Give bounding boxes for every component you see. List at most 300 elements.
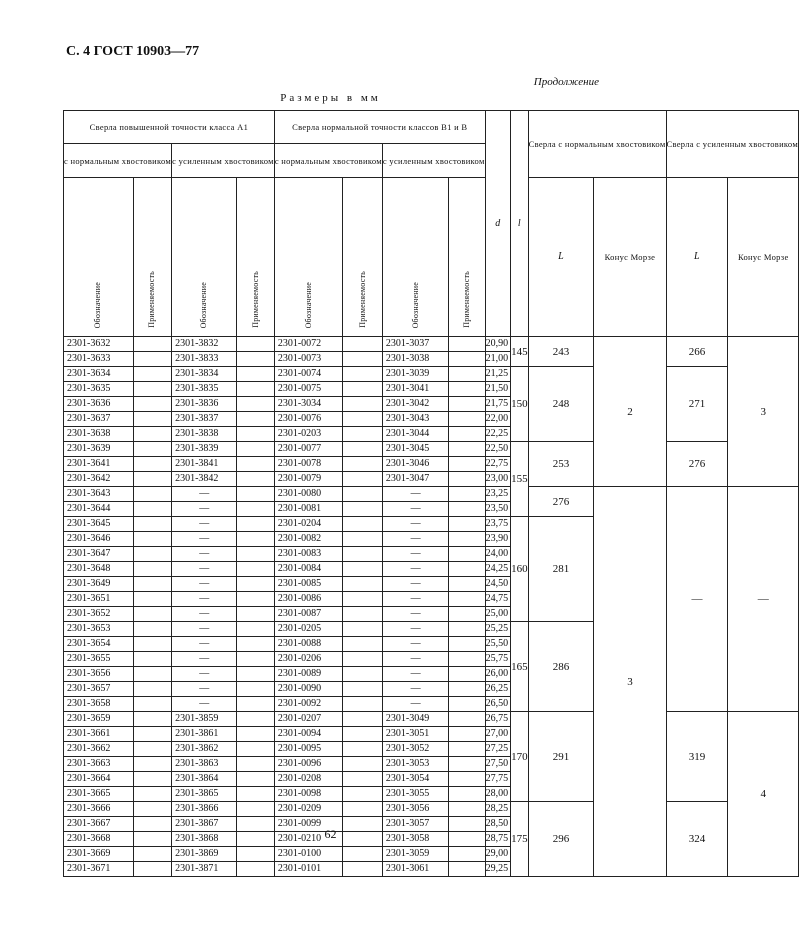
applicability-b1-normal (343, 517, 382, 532)
designation-a1-reinforced: — (172, 577, 237, 592)
designation-b1-normal: 2301-0079 (274, 472, 343, 487)
designation-a1-normal: 2301-3663 (64, 757, 134, 772)
applicability-a1-normal (133, 607, 172, 622)
designation-a1-reinforced: — (172, 487, 237, 502)
applicability-b1-reinforced (449, 727, 485, 742)
applicability-a1-reinforced (237, 862, 274, 877)
designation-a1-normal: 2301-3669 (64, 847, 134, 862)
diameter-d: 22,25 (485, 427, 511, 442)
diameter-d: 20,90 (485, 337, 511, 352)
designation-a1-reinforced: — (172, 562, 237, 577)
applicability-a1-reinforced (237, 427, 274, 442)
designation-a1-normal: 2301-3662 (64, 742, 134, 757)
applicability-a1-normal (133, 502, 172, 517)
applicability-b1-reinforced (449, 412, 485, 427)
designation-a1-normal: 2301-3668 (64, 832, 134, 847)
designation-b1-normal: 2301-0101 (274, 862, 343, 877)
col-applicability: Применяемость (343, 178, 382, 337)
applicability-b1-reinforced (449, 847, 485, 862)
designation-a1-reinforced: — (172, 682, 237, 697)
merged-ln: 276 (528, 487, 594, 517)
diameter-d: 21,75 (485, 397, 511, 412)
designation-b1-reinforced: — (382, 667, 448, 682)
designation-b1-reinforced: — (382, 517, 448, 532)
applicability-b1-normal (343, 862, 382, 877)
applicability-a1-reinforced (237, 607, 274, 622)
applicability-b1-normal (343, 367, 382, 382)
merged-l: 150 (511, 367, 529, 442)
table-row (64, 802, 799, 817)
applicability-a1-reinforced (237, 532, 274, 547)
applicability-a1-reinforced (237, 652, 274, 667)
designation-b1-normal: 2301-0075 (274, 382, 343, 397)
applicability-a1-normal (133, 487, 172, 502)
applicability-a1-reinforced (237, 742, 274, 757)
designation-b1-normal: 2301-0090 (274, 682, 343, 697)
designation-a1-reinforced: 2301-3871 (172, 862, 237, 877)
applicability-b1-reinforced (449, 427, 485, 442)
diameter-d: 23,25 (485, 487, 511, 502)
diameter-d: 24,00 (485, 547, 511, 562)
merged-ln: 281 (528, 517, 594, 622)
table-row (64, 442, 799, 457)
applicability-a1-normal (133, 772, 172, 787)
applicability-a1-reinforced (237, 397, 274, 412)
applicability-b1-reinforced (449, 682, 485, 697)
designation-a1-normal: 2301-3641 (64, 457, 134, 472)
applicability-a1-normal (133, 472, 172, 487)
merged-lr: — (666, 487, 728, 712)
applicability-b1-normal (343, 682, 382, 697)
designation-b1-normal: 2301-0096 (274, 757, 343, 772)
applicability-a1-normal (133, 682, 172, 697)
col-applicability: Применяемость (133, 178, 172, 337)
designation-a1-reinforced: — (172, 667, 237, 682)
merged-lr: 324 (666, 802, 728, 877)
designation-b1-reinforced: 2301-3052 (382, 742, 448, 757)
col-designation: Обозначение (172, 178, 237, 337)
diameter-d: 22,00 (485, 412, 511, 427)
col-morse-reinforced: Конус Морзе (728, 178, 799, 337)
diameter-d: 29,00 (485, 847, 511, 862)
applicability-a1-normal (133, 442, 172, 457)
applicability-a1-normal (133, 352, 172, 367)
applicability-a1-normal (133, 637, 172, 652)
designation-b1-normal: 2301-0210 (274, 832, 343, 847)
designation-b1-reinforced: 2301-3055 (382, 787, 448, 802)
merged-lr: 319 (666, 712, 728, 802)
applicability-a1-reinforced (237, 352, 274, 367)
applicability-a1-reinforced (237, 487, 274, 502)
designation-a1-normal: 2301-3659 (64, 712, 134, 727)
applicability-a1-normal (133, 862, 172, 877)
header-group-reinforced-shank: Сверла с усиленным хвостовиком (666, 111, 799, 178)
designation-a1-reinforced: — (172, 502, 237, 517)
merged-ln: 243 (528, 337, 594, 367)
applicability-b1-reinforced (449, 862, 485, 877)
designation-b1-normal: 2301-0204 (274, 517, 343, 532)
designation-b1-reinforced: 2301-3046 (382, 457, 448, 472)
diameter-d: 28,50 (485, 817, 511, 832)
table-row (64, 337, 799, 352)
designation-a1-reinforced: 2301-3833 (172, 352, 237, 367)
applicability-b1-reinforced (449, 802, 485, 817)
diameter-d: 24,75 (485, 592, 511, 607)
designation-b1-reinforced: 2301-3051 (382, 727, 448, 742)
applicability-a1-normal (133, 547, 172, 562)
col-applicability: Применяемость (449, 178, 485, 337)
merged-l: 175 (511, 802, 529, 877)
header-group-normal-shank: Сверла с нормальным хвостовиком (528, 111, 666, 178)
designation-b1-reinforced: — (382, 547, 448, 562)
designation-a1-normal: 2301-3644 (64, 502, 134, 517)
applicability-b1-reinforced (449, 532, 485, 547)
designation-b1-normal: 2301-0086 (274, 592, 343, 607)
applicability-b1-reinforced (449, 712, 485, 727)
designation-b1-normal: 2301-0084 (274, 562, 343, 577)
applicability-b1-normal (343, 652, 382, 667)
designation-a1-normal: 2301-3651 (64, 592, 134, 607)
designation-b1-reinforced: — (382, 577, 448, 592)
applicability-b1-normal (343, 787, 382, 802)
diameter-d: 25,25 (485, 622, 511, 637)
applicability-b1-normal (343, 532, 382, 547)
merged-lr: 271 (666, 367, 728, 442)
designation-b1-normal: 2301-0080 (274, 487, 343, 502)
designation-b1-normal: 2301-3034 (274, 397, 343, 412)
applicability-b1-normal (343, 442, 382, 457)
designation-b1-normal: 2301-0209 (274, 802, 343, 817)
designation-a1-normal: 2301-3664 (64, 772, 134, 787)
applicability-b1-normal (343, 562, 382, 577)
applicability-b1-reinforced (449, 652, 485, 667)
designation-b1-normal: 2301-0089 (274, 667, 343, 682)
designation-a1-normal: 2301-3637 (64, 412, 134, 427)
designation-a1-reinforced: 2301-3839 (172, 442, 237, 457)
designation-a1-reinforced: — (172, 652, 237, 667)
designation-a1-reinforced: — (172, 622, 237, 637)
col-designation: Обозначение (382, 178, 448, 337)
applicability-b1-reinforced (449, 442, 485, 457)
designation-b1-reinforced: 2301-3041 (382, 382, 448, 397)
applicability-a1-normal (133, 802, 172, 817)
applicability-b1-reinforced (449, 772, 485, 787)
designation-b1-reinforced: — (382, 592, 448, 607)
designation-b1-reinforced: — (382, 682, 448, 697)
diameter-d: 27,00 (485, 727, 511, 742)
applicability-b1-normal (343, 802, 382, 817)
designation-b1-normal: 2301-0099 (274, 817, 343, 832)
designation-a1-normal: 2301-3645 (64, 517, 134, 532)
applicability-a1-normal (133, 847, 172, 862)
designation-a1-normal: 2301-3643 (64, 487, 134, 502)
applicability-b1-normal (343, 592, 382, 607)
diameter-d: 27,75 (485, 772, 511, 787)
applicability-a1-reinforced (237, 787, 274, 802)
designation-b1-normal: 2301-0085 (274, 577, 343, 592)
merged-mr: 4 (728, 712, 799, 877)
designation-b1-normal: 2301-0081 (274, 502, 343, 517)
sub-a1-reinforced: с усиленным хвостовиком (172, 144, 275, 178)
applicability-b1-reinforced (449, 502, 485, 517)
diameter-d: 28,75 (485, 832, 511, 847)
merged-mr: — (728, 487, 799, 712)
designation-b1-normal: 2301-0203 (274, 427, 343, 442)
designation-b1-reinforced: — (382, 607, 448, 622)
applicability-b1-reinforced (449, 472, 485, 487)
applicability-a1-normal (133, 712, 172, 727)
sub-b1-reinforced: с усиленным хвостовиком (382, 144, 485, 178)
designation-a1-reinforced: 2301-3863 (172, 757, 237, 772)
applicability-b1-normal (343, 757, 382, 772)
designation-a1-normal: 2301-3671 (64, 862, 134, 877)
designation-a1-reinforced: 2301-3862 (172, 742, 237, 757)
applicability-a1-reinforced (237, 727, 274, 742)
col-applicability: Применяемость (237, 178, 274, 337)
applicability-b1-reinforced (449, 592, 485, 607)
designation-a1-normal: 2301-3654 (64, 637, 134, 652)
designation-b1-normal: 2301-0077 (274, 442, 343, 457)
designation-b1-reinforced: 2301-3043 (382, 412, 448, 427)
designation-a1-normal: 2301-3667 (64, 817, 134, 832)
designation-a1-reinforced: — (172, 517, 237, 532)
applicability-b1-normal (343, 352, 382, 367)
designation-a1-normal: 2301-3633 (64, 352, 134, 367)
applicability-b1-normal (343, 412, 382, 427)
diameter-d: 29,25 (485, 862, 511, 877)
applicability-b1-reinforced (449, 697, 485, 712)
designation-b1-normal: 2301-0074 (274, 367, 343, 382)
designation-a1-normal: 2301-3649 (64, 577, 134, 592)
page-number: 62 (324, 827, 337, 841)
designation-b1-reinforced: 2301-3058 (382, 832, 448, 847)
designation-b1-reinforced: 2301-3053 (382, 757, 448, 772)
designation-b1-reinforced: — (382, 622, 448, 637)
designation-a1-reinforced: 2301-3868 (172, 832, 237, 847)
applicability-b1-reinforced (449, 352, 485, 367)
applicability-b1-normal (343, 382, 382, 397)
designation-a1-reinforced: 2301-3859 (172, 712, 237, 727)
designation-b1-normal: 2301-0206 (274, 652, 343, 667)
designation-a1-reinforced: 2301-3836 (172, 397, 237, 412)
designation-a1-reinforced: — (172, 607, 237, 622)
applicability-a1-normal (133, 667, 172, 682)
designation-b1-normal: 2301-0205 (274, 622, 343, 637)
designation-a1-reinforced: — (172, 592, 237, 607)
applicability-a1-normal (133, 652, 172, 667)
designation-a1-reinforced: 2301-3842 (172, 472, 237, 487)
applicability-b1-normal (343, 547, 382, 562)
applicability-b1-normal (343, 607, 382, 622)
applicability-b1-reinforced (449, 637, 485, 652)
applicability-a1-normal (133, 697, 172, 712)
applicability-a1-reinforced (237, 847, 274, 862)
applicability-b1-reinforced (449, 757, 485, 772)
applicability-a1-reinforced (237, 592, 274, 607)
applicability-a1-reinforced (237, 367, 274, 382)
designation-b1-normal: 2301-0208 (274, 772, 343, 787)
diameter-d: 26,00 (485, 667, 511, 682)
designation-a1-normal: 2301-3652 (64, 607, 134, 622)
merged-ln: 291 (528, 712, 594, 802)
designation-a1-normal: 2301-3646 (64, 532, 134, 547)
designation-a1-normal: 2301-3666 (64, 802, 134, 817)
merged-mn: 2 (594, 337, 666, 487)
designation-a1-normal: 2301-3656 (64, 667, 134, 682)
applicability-a1-reinforced (237, 757, 274, 772)
applicability-b1-normal (343, 502, 382, 517)
applicability-a1-normal (133, 517, 172, 532)
designation-a1-reinforced: 2301-3834 (172, 367, 237, 382)
designation-b1-reinforced: — (382, 637, 448, 652)
applicability-b1-normal (343, 577, 382, 592)
designation-a1-reinforced: 2301-3869 (172, 847, 237, 862)
designation-a1-reinforced: — (172, 532, 237, 547)
diameter-d: 25,00 (485, 607, 511, 622)
designation-b1-reinforced: 2301-3057 (382, 817, 448, 832)
designation-a1-reinforced: 2301-3866 (172, 802, 237, 817)
diameter-d: 26,75 (485, 712, 511, 727)
merged-lr: 266 (666, 337, 728, 367)
designation-b1-reinforced: 2301-3049 (382, 712, 448, 727)
designation-b1-reinforced: — (382, 487, 448, 502)
diameter-d: 23,50 (485, 502, 511, 517)
applicability-b1-normal (343, 622, 382, 637)
diameter-d: 26,25 (485, 682, 511, 697)
dimensions-caption: Размеры в мм (280, 92, 381, 104)
designation-b1-normal: 2301-0072 (274, 337, 343, 352)
diameter-d: 21,25 (485, 367, 511, 382)
designation-b1-reinforced: — (382, 562, 448, 577)
applicability-b1-normal (343, 457, 382, 472)
designation-b1-reinforced: 2301-3054 (382, 772, 448, 787)
diameter-d: 28,00 (485, 787, 511, 802)
designation-a1-reinforced: 2301-3864 (172, 772, 237, 787)
designation-a1-normal: 2301-3642 (64, 472, 134, 487)
applicability-a1-normal (133, 427, 172, 442)
designation-b1-reinforced: — (382, 652, 448, 667)
applicability-a1-normal (133, 337, 172, 352)
diameter-d: 27,25 (485, 742, 511, 757)
table-body (64, 337, 799, 877)
applicability-a1-reinforced (237, 697, 274, 712)
designation-a1-reinforced: 2301-3835 (172, 382, 237, 397)
merged-ln: 296 (528, 802, 594, 877)
diameter-d: 26,50 (485, 697, 511, 712)
applicability-b1-reinforced (449, 622, 485, 637)
designation-b1-reinforced: 2301-3038 (382, 352, 448, 367)
applicability-a1-reinforced (237, 442, 274, 457)
designation-b1-reinforced: — (382, 532, 448, 547)
applicability-a1-normal (133, 757, 172, 772)
applicability-b1-reinforced (449, 562, 485, 577)
designation-b1-reinforced: — (382, 697, 448, 712)
applicability-b1-reinforced (449, 487, 485, 502)
merged-l: 165 (511, 622, 529, 712)
applicability-a1-reinforced (237, 547, 274, 562)
applicability-a1-reinforced (237, 682, 274, 697)
diameter-d: 24,50 (485, 577, 511, 592)
table-row (64, 487, 799, 502)
applicability-a1-normal (133, 562, 172, 577)
designation-a1-normal: 2301-3639 (64, 442, 134, 457)
designation-b1-reinforced: — (382, 502, 448, 517)
merged-lr: 276 (666, 442, 728, 487)
applicability-a1-normal (133, 397, 172, 412)
designation-b1-normal: 2301-0082 (274, 532, 343, 547)
applicability-a1-reinforced (237, 637, 274, 652)
designation-b1-normal: 2301-0100 (274, 847, 343, 862)
applicability-a1-normal (133, 592, 172, 607)
sub-b1-normal: с нормальным хвостовиком (274, 144, 382, 178)
applicability-a1-normal (133, 457, 172, 472)
diameter-d: 21,00 (485, 352, 511, 367)
applicability-b1-reinforced (449, 787, 485, 802)
designation-b1-normal: 2301-0098 (274, 787, 343, 802)
designation-b1-normal: 2301-0088 (274, 637, 343, 652)
designation-a1-reinforced: 2301-3861 (172, 727, 237, 742)
applicability-a1-reinforced (237, 802, 274, 817)
applicability-a1-normal (133, 412, 172, 427)
diameter-d: 24,25 (485, 562, 511, 577)
applicability-a1-normal (133, 367, 172, 382)
applicability-a1-normal (133, 622, 172, 637)
applicability-b1-normal (343, 727, 382, 742)
applicability-a1-reinforced (237, 622, 274, 637)
designation-a1-normal: 2301-3665 (64, 787, 134, 802)
designation-a1-reinforced: — (172, 547, 237, 562)
applicability-b1-normal (343, 487, 382, 502)
applicability-a1-normal (133, 532, 172, 547)
designation-a1-reinforced: 2301-3841 (172, 457, 237, 472)
diameter-d: 23,75 (485, 517, 511, 532)
designation-a1-reinforced: 2301-3838 (172, 427, 237, 442)
designation-b1-normal: 2301-0078 (274, 457, 343, 472)
applicability-a1-normal (133, 742, 172, 757)
designation-a1-normal: 2301-3657 (64, 682, 134, 697)
designation-b1-reinforced: 2301-3061 (382, 862, 448, 877)
designation-a1-normal: 2301-3647 (64, 547, 134, 562)
applicability-a1-reinforced (237, 337, 274, 352)
applicability-a1-reinforced (237, 667, 274, 682)
designation-b1-reinforced: 2301-3037 (382, 337, 448, 352)
designation-b1-normal: 2301-0073 (274, 352, 343, 367)
designation-b1-normal: 2301-0087 (274, 607, 343, 622)
applicability-b1-normal (343, 667, 382, 682)
diameter-d: 28,25 (485, 802, 511, 817)
diameter-d: 22,75 (485, 457, 511, 472)
applicability-b1-reinforced (449, 457, 485, 472)
col-designation: Обозначение (274, 178, 343, 337)
designation-a1-reinforced: 2301-3865 (172, 787, 237, 802)
diameter-d: 21,50 (485, 382, 511, 397)
applicability-b1-reinforced (449, 607, 485, 622)
applicability-a1-reinforced (237, 382, 274, 397)
applicability-b1-normal (343, 712, 382, 727)
designation-a1-reinforced: 2301-3837 (172, 412, 237, 427)
header-group-a1: Сверла повышенной точности класса А1 (64, 111, 275, 144)
designation-a1-normal: 2301-3655 (64, 652, 134, 667)
applicability-a1-normal (133, 382, 172, 397)
applicability-b1-reinforced (449, 547, 485, 562)
designation-a1-reinforced: — (172, 697, 237, 712)
applicability-b1-reinforced (449, 517, 485, 532)
merged-ln: 248 (528, 367, 594, 442)
col-L-normal: L (528, 178, 594, 337)
designation-b1-reinforced: 2301-3059 (382, 847, 448, 862)
applicability-a1-normal (133, 577, 172, 592)
designation-a1-normal: 2301-3648 (64, 562, 134, 577)
